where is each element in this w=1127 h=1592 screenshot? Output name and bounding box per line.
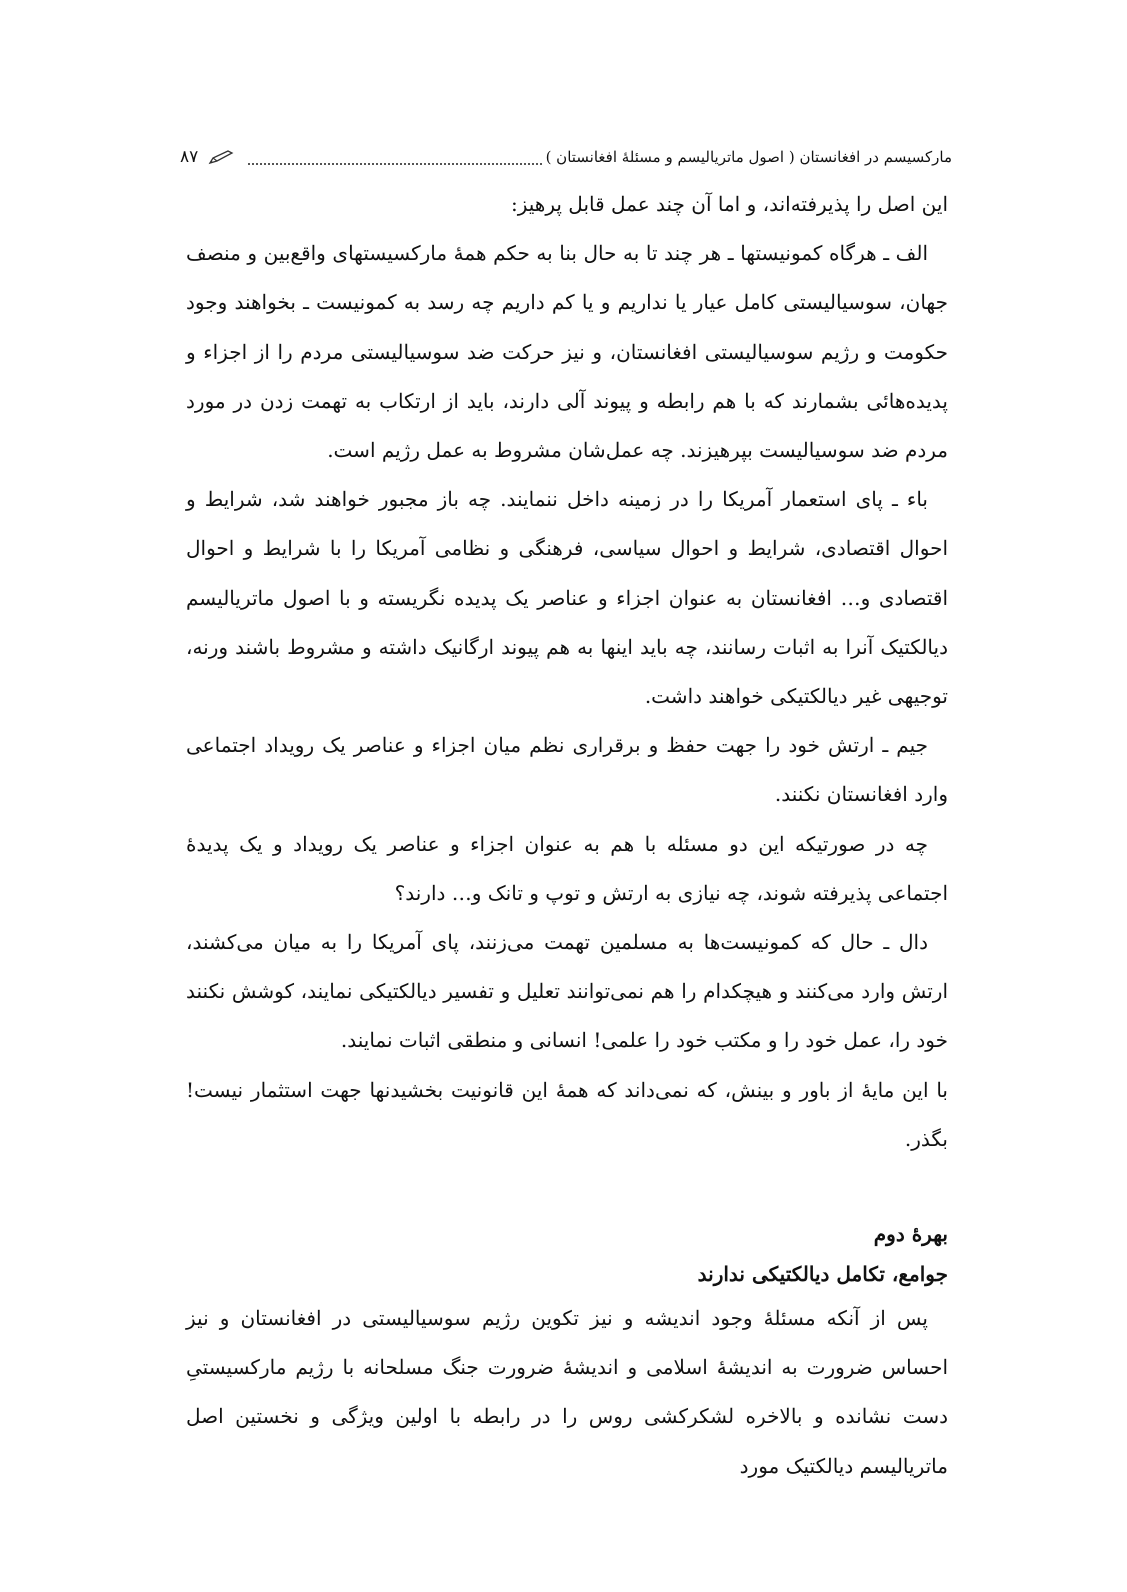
section-heading: بهرهٔ دوم bbox=[873, 1222, 948, 1247]
paragraph-section-body: پس از آنکه مسئلهٔ وجود اندیشه و نیز تکوین رژیم سوسیالیستی در افغانستان و نیز احساس ضرورت به اندیشهٔ اسلامی و اندیشهٔ ضرورت جنگ مسلحانه با رژیم مارکسیستیِ دست نشانده و بالاخره لشکرکشی روس را در رابطه با اولین ویژگی و نخستین اصل ماتریالیسم دیالکتیک مورد bbox=[186, 1306, 948, 1478]
pen-icon bbox=[206, 149, 236, 165]
paragraph-conclusion: با این مایهٔ از باور و بینش، که نمی‌داند که همهٔ این قانونیت بخشیدنها جهت استثمار نیست! بگذر. bbox=[186, 1077, 948, 1151]
section-subheading: جوامع، تکامل دیالکتیکی ندارند bbox=[697, 1262, 948, 1287]
paragraph-che: چه در صورتیکه این دو مسئله با هم به عنوان اجزاء و عناصر یک رویداد و یک پدیدهٔ اجتماعی پذیرفته شوند، چه نیازی به ارتش و توپ و تانک و… دارند؟ bbox=[186, 831, 948, 905]
paragraph-intro: این اصل را پذیرفته‌اند، و اما آن چند عمل قابل پرهیز: bbox=[510, 192, 948, 216]
paragraph-dal: دال ـ حال که کمونیست‌ها به مسلمین تهمت می‌زنند، پای آمریکا را به میان می‌کشند، ارتش وارد می‌کنند و هیچکدام را هم نمی‌توانند تعلیل و تفسیر دیالکتیکی نمایند، کوشش نکنند خود را، عمل خود را و مکتب خود را علمی! انسانی و منطقی اثبات نمایند. bbox=[186, 930, 948, 1053]
page-body bbox=[186, 180, 948, 1491]
section-spacer bbox=[186, 1164, 948, 1214]
running-header bbox=[180, 144, 952, 170]
page-number: ۸۷ bbox=[180, 147, 199, 167]
paragraph-alef: الف ـ هرگاه کمونیستها ـ هر چند تا به حال بنا به حکم همهٔ مارکسیستهای واقع‌بین و منصف جهان، سوسیالیستی کامل عیار یا نداریم و یا کم داریم چه رسد به کمونیست ـ بخواهند وجود حکومت و رژیم سوسیالیستی افغانستان، و نیز حرکت ضد سوسیالیستی مردم را از اجزاء و پدیده‌هائی بشمارند که با هم رابطه و پیوند آلی دارند، باید از ارتکاب به تهمت زدن در مورد مردم ضد سوسیالیست بپرهیزند. چه عمل‌شان مشروط به عمل رژیم است. bbox=[186, 241, 948, 463]
header-title: مارکسیسم در افغانستان ( اصول ماتریالیسم و مسئلهٔ افغانستان ) bbox=[545, 148, 952, 166]
paragraph-ba: باء ـ پای استعمار آمریکا را در زمینه داخل ننمایند. چه باز مجبور خواهند شد، شرایط و احوال اقتصادی، شرایط و احوال سیاسی، فرهنگی و نظامی آمریکا را با شرایط و احوال اقتصادی و… افغانستان به عنوان اجزاء و عناصر یک پدیده نگریسته و با اصول ماتریالیسم دیالکتیک آنرا به اثبات رسانند، چه باید اینها به هم پیوند ارگانیک داشته و مشروط باشند ورنه، توجیهی غیر دیالکتیکی خواهند داشت. bbox=[186, 487, 948, 709]
paragraph-jim: جیم ـ ارتش خود را جهت حفظ و برقراری نظم میان اجزاء و عناصر یک رویداد اجتماعی وارد افغانستان نکنند. bbox=[186, 733, 948, 807]
header-dot-leader bbox=[248, 155, 541, 165]
